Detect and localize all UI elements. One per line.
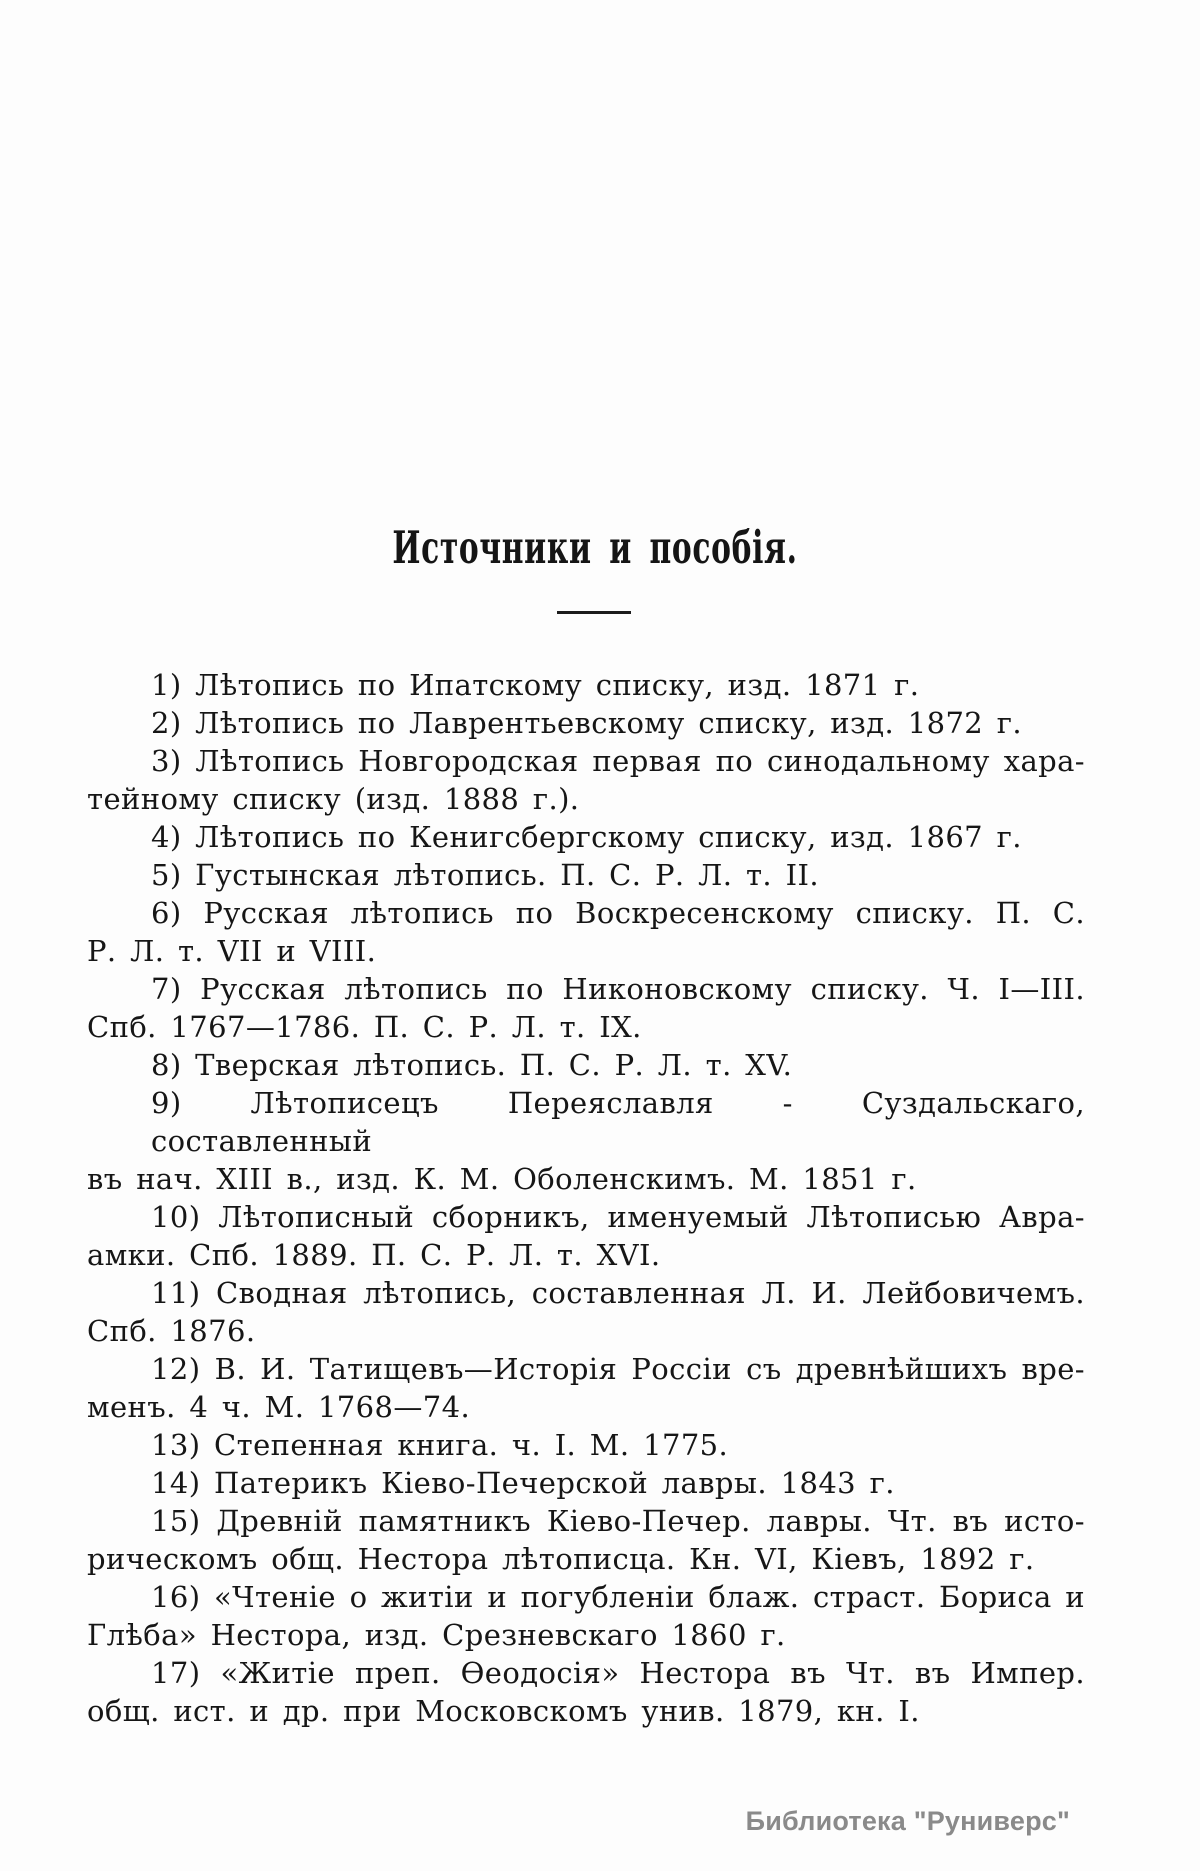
- bibliography-item-9-line-2: въ нач. XIII в., изд. К. М. Оболенскимъ. М. 1851 г.: [87, 1162, 917, 1196]
- bibliography-item-15-line-2: рическомъ общ. Нестора лѣтописца. Кн. VI, Кіевъ, 1892 г.: [87, 1542, 1035, 1576]
- title-divider: [557, 611, 631, 614]
- library-watermark: Библиотека "Руниверс": [745, 1806, 1070, 1836]
- bibliography-item-10-line-1: 10) Лѣтописный сборникъ, именуемый Лѣтописью Авра-: [151, 1200, 1085, 1234]
- bibliography-item-2-line-1: 2) Лѣтопись по Лаврентьевскому списку, изд. 1872 г.: [151, 706, 1022, 740]
- bibliography-list: [87, 666, 1085, 1730]
- bibliography-item-16-line-2: Глѣба» Нестора, изд. Срезневскаго 1860 г.: [87, 1618, 786, 1652]
- bibliography-item-5-line-1: 5) Густынская лѣтопись. П. С. Р. Л. т. II.: [151, 858, 819, 892]
- bibliography-item-7-line-1: 7) Русская лѣтопись по Никоновскому списку. Ч. I—III.: [151, 972, 1085, 1006]
- bibliography-item-12-line-1: 12) В. И. Татищевъ—Исторія Россіи съ древнѣйшихъ вре-: [151, 1352, 1085, 1386]
- bibliography-item-8-line-1: 8) Тверская лѣтопись. П. С. Р. Л. т. XV.: [151, 1048, 793, 1082]
- bibliography-item-3-line-2: тейному списку (изд. 1888 г.).: [87, 782, 580, 816]
- page-title: Источники и пособія.: [392, 521, 798, 574]
- bibliography-item-6-line-1: 6) Русская лѣтопись по Воскресенскому списку. П. С.: [151, 896, 1085, 930]
- bibliography-item-7-line-2: Спб. 1767—1786. П. С. Р. Л. т. IX.: [87, 1010, 642, 1044]
- bibliography-item-13-line-1: 13) Степенная книга. ч. I. М. 1775.: [151, 1428, 729, 1462]
- bibliography-item-17-line-2: общ. ист. и др. при Московскомъ унив. 1879, кн. I.: [87, 1694, 920, 1728]
- bibliography-item-1-line-1: 1) Лѣтопись по Ипатскому списку, изд. 1871 г.: [151, 668, 920, 702]
- bibliography-item-12-line-2: менъ. 4 ч. М. 1768—74.: [87, 1390, 471, 1424]
- bibliography-item-15-line-1: 15) Древній памятникъ Кіево-Печер. лавры. Чт. въ исто-: [151, 1504, 1085, 1538]
- bibliography-item-11-line-2: Спб. 1876.: [87, 1314, 256, 1348]
- bibliography-item-14-line-1: 14) Патерикъ Кіево-Печерской лавры. 1843 г.: [151, 1466, 895, 1500]
- bibliography-item-3-line-1: 3) Лѣтопись Новгородская первая по синодальному хара-: [151, 744, 1085, 778]
- bibliography-item-16-line-1: 16) «Чтеніе о житіи и погубленіи блаж. страст. Бориса и: [151, 1580, 1086, 1614]
- bibliography-item-17-line-1: 17) «Житіе преп. Ѳеодосія» Нестора въ Чт. въ Импер.: [151, 1656, 1085, 1690]
- bibliography-item-11-line-1: 11) Сводная лѣтопись, составленная Л. И. Лейбовичемъ.: [151, 1276, 1085, 1310]
- bibliography-item-6-line-2: Р. Л. т. VII и VIII.: [87, 934, 377, 968]
- bibliography-item-10-line-2: амки. Спб. 1889. П. С. Р. Л. т. XVI.: [87, 1238, 661, 1272]
- bibliography-item-4-line-1: 4) Лѣтопись по Кенигсбергскому списку, изд. 1867 г.: [151, 820, 1022, 854]
- bibliography-item-9-line-1: 9) Лѣтописецъ Переяславля - Суздальскаго, составленный: [151, 1086, 1085, 1158]
